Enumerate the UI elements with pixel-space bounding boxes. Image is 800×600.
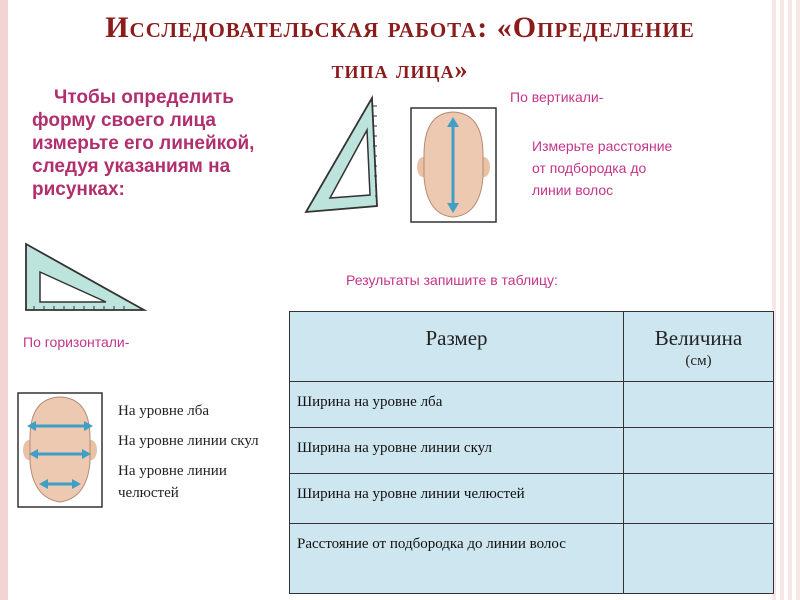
intro-text: Чтобы определить форму своего лица измерьте его линейкой, следуя указаниям на рисунках: — [32, 87, 255, 200]
title-line-2: типа лица» — [331, 55, 469, 84]
row-size-chin-to-hairline: Расстояние от подбородка до линии волос — [290, 524, 624, 594]
row-value-cheekbones[interactable] — [624, 428, 774, 474]
header-value — [624, 312, 774, 382]
head-horizontal-measure-icon — [17, 392, 103, 508]
row-size-forehead: Ширина на уровне лба — [290, 382, 624, 428]
results-note: Результаты запишите в таблицу: — [346, 272, 558, 288]
vertical-label: По вертикали- — [510, 89, 604, 105]
row-value-chin-to-hairline[interactable] — [624, 524, 774, 594]
page-title — [40, 6, 760, 92]
left-decorative-strip — [0, 0, 8, 600]
vertical-instruction: Измерьте расстояние от подбородка до линии волос — [532, 138, 673, 198]
header-unit: (см) — [685, 353, 712, 369]
header-value-label: Величина — [654, 326, 743, 350]
results-table — [289, 311, 774, 594]
row-size-cheekbones: Ширина на уровне линии скул — [290, 428, 624, 474]
table-row — [290, 428, 774, 474]
level-forehead: На уровне лба — [118, 403, 210, 419]
level-cheekbones: На уровне линии скул — [118, 433, 259, 449]
table-row — [290, 524, 774, 594]
horizontal-levels-list — [118, 400, 278, 512]
head-vertical-measure-icon — [410, 107, 497, 223]
set-square-vertical-icon — [298, 94, 383, 219]
header-size: Размер — [290, 312, 624, 382]
title-line-1: Исследовательская работа: «Определение — [105, 11, 695, 44]
level-jaw: На уровне линии челюстей — [118, 463, 227, 501]
row-size-jaw: Ширина на уровне линии челюстей — [290, 474, 624, 524]
horizontal-label: По горизонтали- — [23, 334, 130, 350]
set-square-horizontal-icon — [20, 240, 148, 315]
row-value-forehead[interactable] — [624, 382, 774, 428]
table-header-row — [290, 312, 774, 382]
table-row — [290, 382, 774, 428]
row-value-jaw[interactable] — [624, 474, 774, 524]
right-decorative-strip — [772, 0, 800, 600]
table-row — [290, 474, 774, 524]
